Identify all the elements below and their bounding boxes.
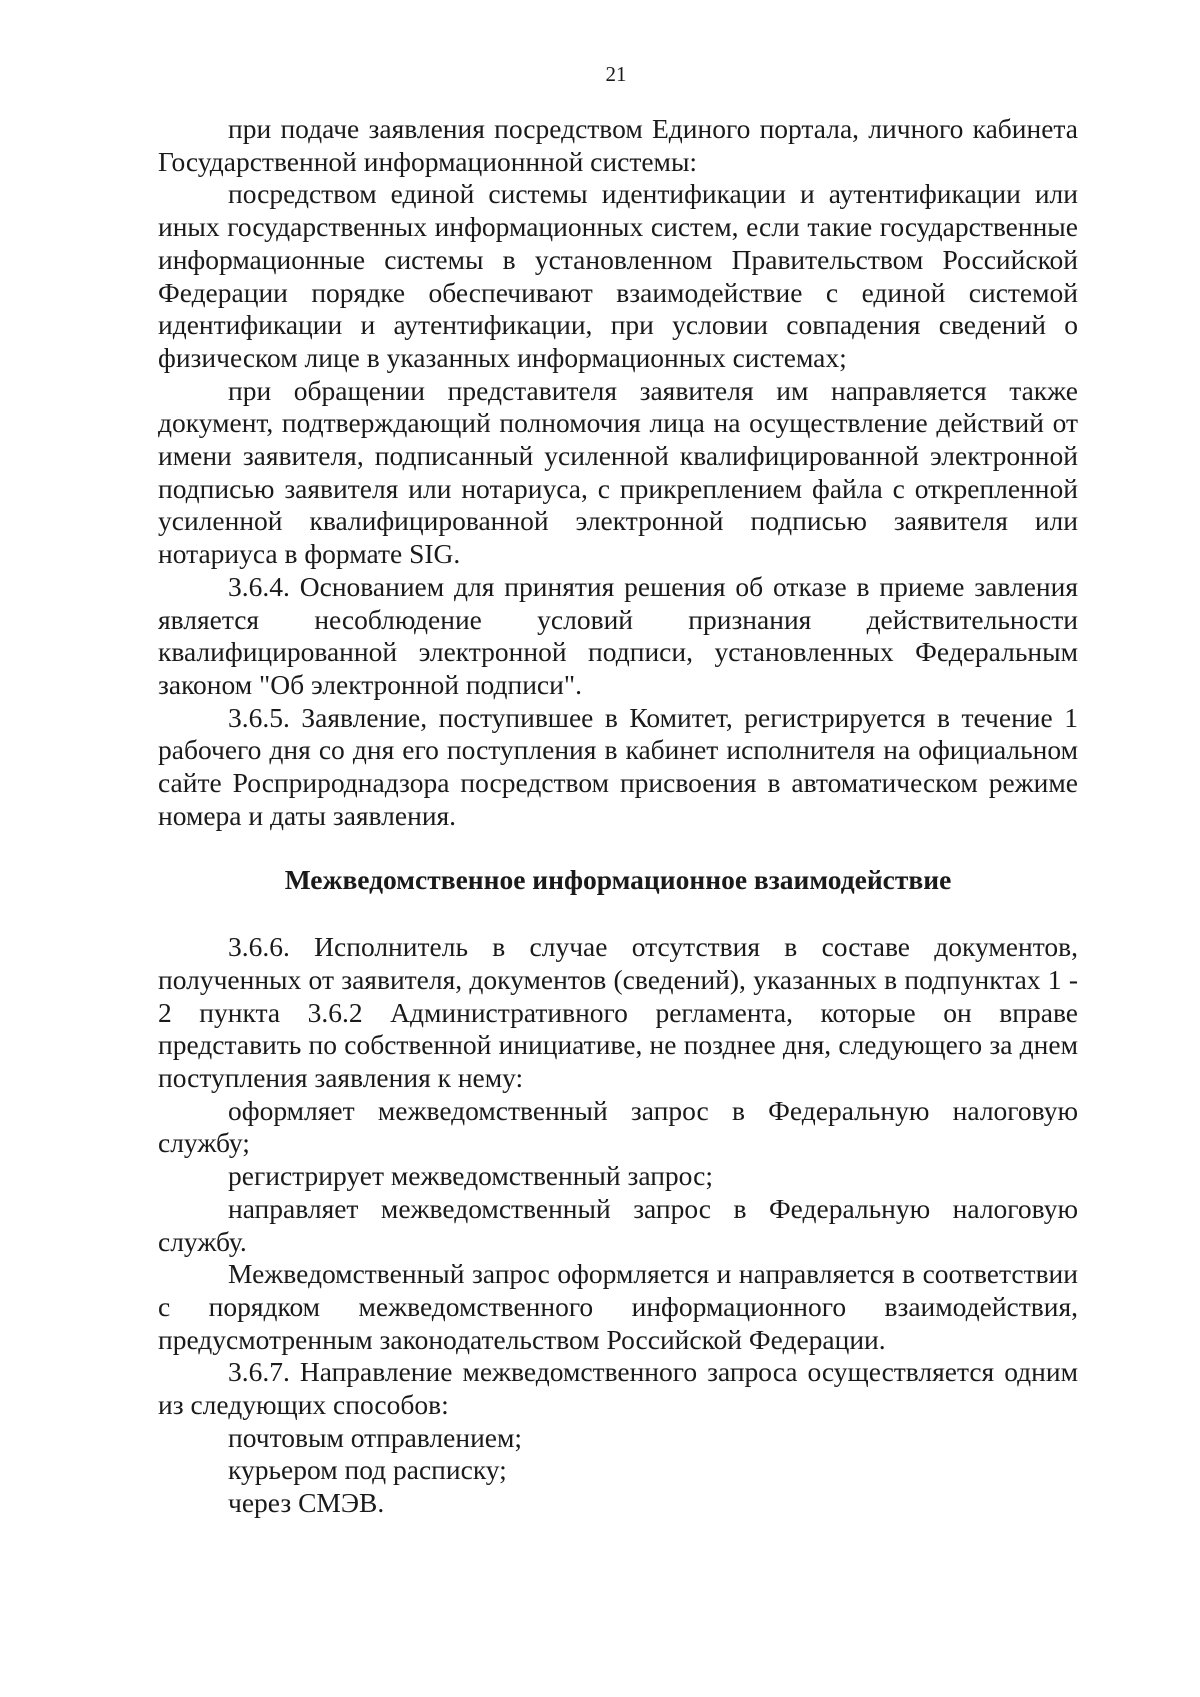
page-number: 21 <box>605 62 627 86</box>
paragraph-3-6-5: 3.6.5. Заявление, поступившее в Комитет, регистрируется в течение 1 рабочего дня со дня его поступления в кабинет исполнителя на официальном сайте Росприроднадзора посредством присвоения в автоматическом режиме номера и даты заявления. <box>158 701 1078 831</box>
paragraph-3-6-6: 3.6.6. Исполнитель в случае отсутствия в составе документов, полученных от заявителя, документов (сведений), указанных в подпунктах 1 - 2 пункта 3.6.2 Административного регламента, которые он вправе представить по собственной инициативе, не позднее дня, следующего за днем поступления заявления к нему: <box>158 931 1078 1093</box>
paragraph-portal-submission: при подаче заявления посредством Единого портала, личного кабинета Государственной информационнной системы: <box>158 113 1078 177</box>
document-body <box>158 113 1078 1520</box>
paragraph-representative-document: при обращении представителя заявителя им направляется также документ, подтверждающий полномочия лица на осуществление действий от имени заявителя, подписанный усиленной квалифицированной электронной подписью заявителя или нотариуса, с прикреплением файла с открепленной усиленной квалифицированной электронной подписью заявителя или нотариуса в формате SIG. <box>158 374 1078 570</box>
paragraph-register-request: регистрирует межведомственный запрос; <box>228 1160 713 1192</box>
list-item-post: почтовым отправлением; <box>228 1421 523 1453</box>
paragraph-request-procedure: Межведомственный запрос оформляется и направляется в соответствии с порядком межведомственного информационного взаимодействия, предусмотренным законодательством Российской Федерации. <box>158 1258 1078 1355</box>
list-item-courier: курьером под расписку; <box>228 1454 507 1486</box>
paragraph-3-6-7: 3.6.7. Направление межведомственного запроса осуществляется одним из следующих способов: <box>158 1356 1078 1421</box>
paragraph-send-request: направляет межведомственный запрос в Федеральную налоговую службу. <box>158 1192 1078 1257</box>
paragraph-esia-identification: посредством единой системы идентификации и аутентификации или иных государственных информационных систем, если такие государственные информационные системы в установленном Правительством Российской Федерации порядке обеспечивают взаимодействие с единой системой идентификации и аутентификации, при условии совпадения сведений о физическом лице в указанных информационных системах; <box>158 178 1078 373</box>
list-item-smev: через СМЭВ. <box>228 1487 385 1519</box>
paragraph-request-tax-service: оформляет межведомственный запрос в Федеральную налоговую службу; <box>158 1094 1078 1159</box>
paragraph-3-6-4: 3.6.4. Основанием для принятия решения об отказе в приеме завления является несоблюдение условий признания действительности квалифицированной электронной подписи, установленных Федеральным законом "Об электронной подписи". <box>158 570 1078 700</box>
section-heading: Межведомственное информационное взаимодействие <box>284 864 952 896</box>
